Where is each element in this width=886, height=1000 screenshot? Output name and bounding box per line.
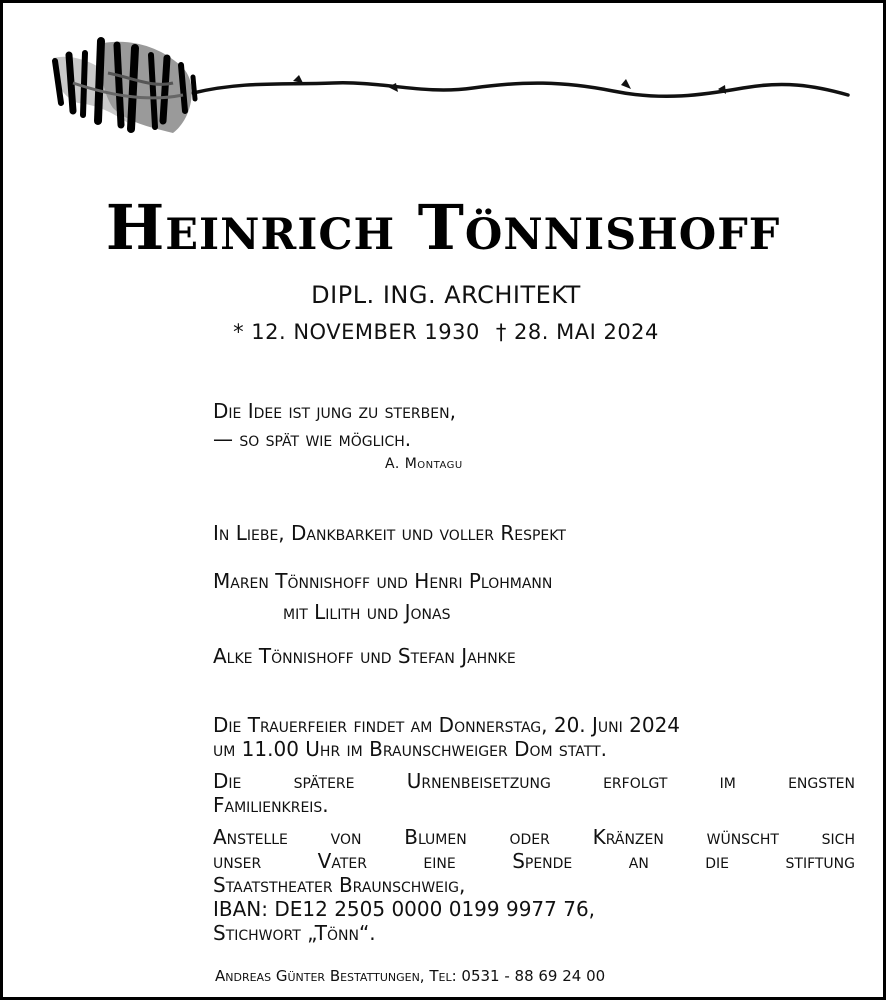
burial-line-2: Familienkreis. — [213, 793, 329, 817]
ceremony-line-1: Die Trauerfeier findet am Donnerstag, 20. Juni 2024 — [213, 713, 681, 737]
professional-title: DIPL. ING. ARCHITEKT — [311, 281, 581, 309]
quote-line-1: Die Idee ist jung zu sterben, — [213, 399, 456, 423]
burial-paragraph — [213, 769, 855, 817]
deceased-name: Heinrich Tönnishoff — [105, 191, 781, 264]
quote-author: A. Montagu — [385, 456, 463, 472]
iban: IBAN: DE12 2505 0000 0199 9977 76, — [213, 897, 596, 921]
birth-date: * 12. NOVEMBER 1930 — [233, 320, 480, 344]
mourner-family-1: Maren Tönnishoff und Henri Plohmann — [213, 569, 553, 593]
donation-line-2: unser Vater eine Spende an die stiftung — [213, 849, 855, 873]
ceremony-paragraph — [213, 713, 855, 761]
quote — [213, 397, 456, 453]
funeral-information — [213, 713, 855, 953]
life-dates — [3, 320, 886, 344]
donation-paragraph — [213, 825, 855, 945]
mourner-family-2: Alke Tönnishoff und Stefan Jahnke — [213, 644, 516, 668]
donation-line-1: Anstelle von Blumen oder Kränzen wünscht sich — [213, 825, 855, 849]
undertaker-contact: Andreas Günter Bestattungen, Tel: 0531 - 88 69 24 00 — [215, 967, 606, 985]
death-date: † 28. MAI 2024 — [495, 320, 659, 344]
rose-illustration — [43, 33, 855, 143]
mourner-family-1-children: mit Lilith und Jonas — [283, 600, 451, 624]
quote-line-2: — so spät wie möglich. — [213, 427, 412, 451]
mourners-intro: In Liebe, Dankbarkeit und voller Respekt — [213, 521, 566, 545]
burial-line-1: Die spätere Urnenbeisetzung erfolgt im engsten — [213, 769, 855, 793]
rose-head — [53, 41, 195, 133]
donation-keyword: Stichwort „Tönn“. — [213, 921, 376, 945]
ceremony-line-2: um 11.00 Uhr im Braunschweiger Dom statt. — [213, 737, 607, 761]
donation-line-3: Staatstheater Braunschweig, — [213, 873, 466, 897]
